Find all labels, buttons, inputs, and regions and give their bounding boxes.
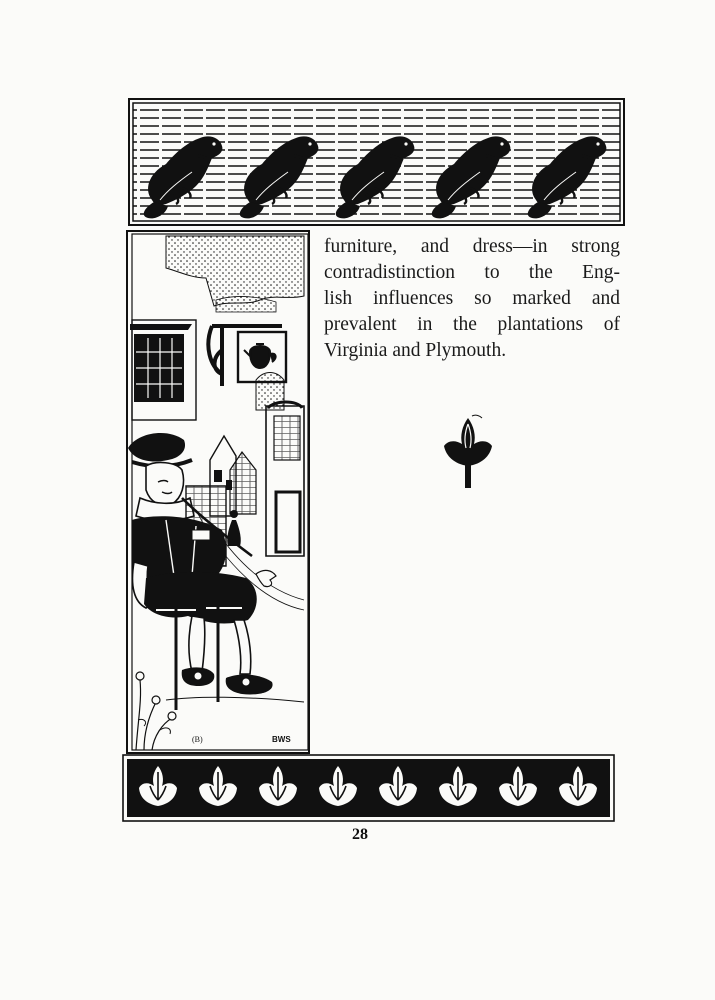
page-number: 28 [352,826,368,843]
text-line: contradistinction to the Eng- [324,262,620,283]
beaver-frieze [128,98,625,226]
text-line: lish influences so marked and [324,288,620,309]
burgher-illustration [126,230,310,754]
text-line: Virginia and Plymouth. [324,340,507,361]
artist-mark: (B) [192,735,203,744]
tulip-ornament-icon [442,414,494,490]
tulip-frieze [122,754,615,822]
body-text [324,234,620,364]
text-line: furniture, and dress—in strong [324,236,620,257]
text-line: prevalent in the plantations of [324,314,620,335]
artist-monogram: BWS [272,735,291,744]
